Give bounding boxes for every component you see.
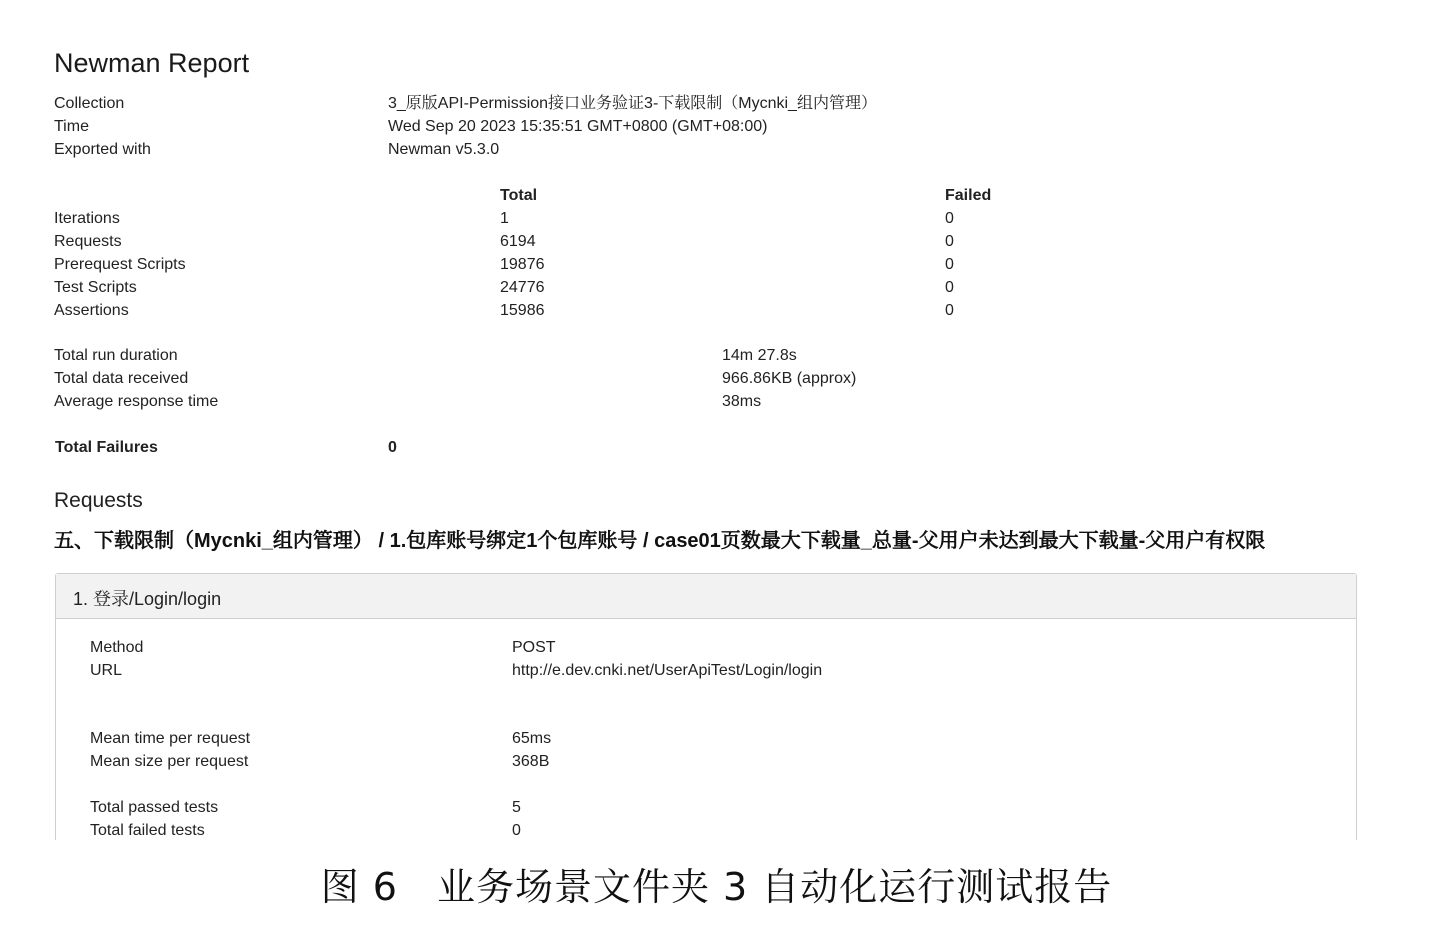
stats-header-total: Total (500, 187, 538, 204)
stats-row-label: Test Scripts (54, 279, 137, 296)
stats-header-failed: Failed (945, 187, 992, 204)
stats-row-failed: 0 (945, 233, 954, 250)
mean-time-value: 65ms (512, 730, 552, 747)
meta-collection-value: 3_原版API-Permission接口业务验证3-下载限制（Mycnki_组内管理） (388, 95, 877, 112)
request-panel (55, 573, 1357, 840)
meta-time-value: Wed Sep 20 2023 15:35:51 GMT+0800 (GMT+08:00) (388, 118, 768, 135)
total-failures-value: 0 (388, 439, 397, 456)
stats-row-total: 24776 (500, 279, 545, 296)
mean-time-label: Mean time per request (90, 730, 251, 747)
total-failures-label: Total Failures (55, 439, 158, 456)
stats-row-label: Iterations (54, 210, 120, 227)
stats-row-failed: 0 (945, 210, 954, 227)
run-data-label: Total data received (54, 370, 189, 387)
stats-row-total: 1 (500, 210, 509, 227)
mean-size-value: 368B (512, 753, 550, 770)
stats-row-label: Prerequest Scripts (54, 256, 186, 273)
url-value: http://e.dev.cnki.net/UserApiTest/Login/login (512, 662, 823, 679)
failed-tests-value: 0 (512, 822, 521, 839)
stats-row-total: 15986 (500, 302, 545, 319)
stats-row-label: Assertions (54, 302, 129, 319)
folder-path: 五、下载限制（Mycnki_组内管理） / 1.包库账号绑定1个包库账号 / case01页数最大下载量_总量-父用户未达到最大下载量-父用户有权限 (54, 530, 1266, 552)
mean-size-label: Mean size per request (90, 753, 249, 770)
report-title: Newman Report (54, 48, 250, 78)
run-avg-value: 38ms (722, 393, 762, 410)
run-duration-value: 14m 27.8s (722, 347, 797, 364)
method-value: POST (512, 639, 556, 656)
figure-caption: 图 6 业务场景文件夹 3 自动化运行测试报告 (320, 865, 1113, 909)
failed-tests-label: Total failed tests (90, 822, 205, 839)
stats-row-failed: 0 (945, 256, 954, 273)
stats-row-label: Requests (54, 233, 122, 250)
passed-tests-value: 5 (512, 799, 521, 816)
stats-row-total: 6194 (500, 233, 536, 250)
request-title: 1. 登录/Login/login (73, 589, 222, 609)
requests-heading: Requests (54, 489, 143, 512)
stats-row-total: 19876 (500, 256, 545, 273)
request-panel-header[interactable] (56, 574, 1356, 619)
meta-exported-value: Newman v5.3.0 (388, 141, 500, 158)
meta-collection-label: Collection (54, 95, 125, 112)
stats-row-failed: 0 (945, 279, 954, 296)
stats-row-failed: 0 (945, 302, 954, 319)
run-avg-label: Average response time (54, 393, 219, 410)
meta-time-label: Time (54, 118, 89, 135)
meta-exported-label: Exported with (54, 141, 151, 158)
run-duration-label: Total run duration (54, 347, 178, 364)
method-label: Method (90, 639, 144, 656)
url-label: URL (90, 662, 123, 679)
passed-tests-label: Total passed tests (90, 799, 219, 816)
run-data-value: 966.86KB (approx) (722, 370, 857, 387)
